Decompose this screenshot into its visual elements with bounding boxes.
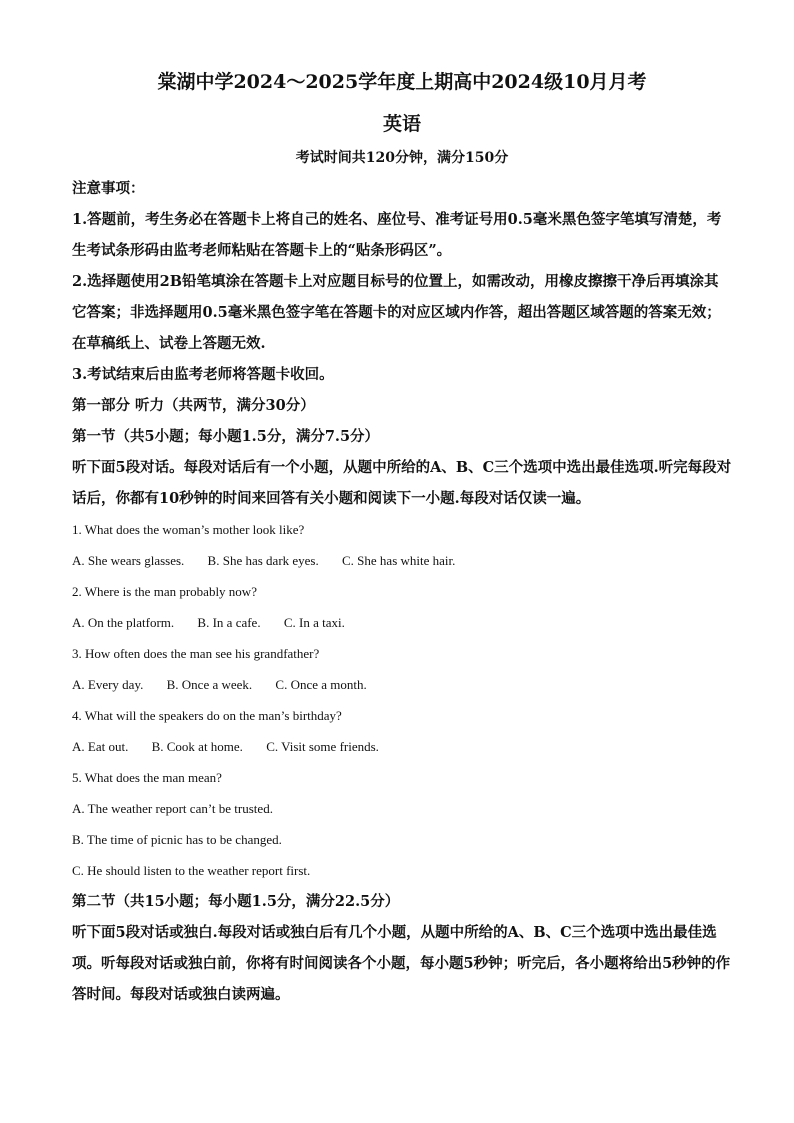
question-5-option-b: B. The time of picnic has to be changed. bbox=[72, 832, 282, 847]
question-3-option-c: C. Once a month. bbox=[275, 677, 367, 692]
question-1-options bbox=[72, 545, 732, 576]
question-3-option-a: A. Every day. bbox=[72, 677, 144, 692]
section1-instructions: 听下面5段对话。每段对话后有一个小题，从题中所给的A、B、C三个选项中选出最佳选项.听完每段对话后，你都有10秒钟的时间来回答有关小题和阅读下一小题.每段对话仅读一遍。 bbox=[72, 459, 732, 507]
question-5-stem: 5. What does the man mean? bbox=[72, 770, 222, 785]
question-3-stem: 3. How often does the man see his grandfather? bbox=[72, 646, 320, 661]
question-1-option-b: B. She has dark eyes. bbox=[207, 553, 319, 568]
section2-heading: 第二节（共15小题；每小题1.5分，满分22.5分） bbox=[72, 893, 400, 910]
question-1-option-a: A. She wears glasses. bbox=[72, 553, 185, 568]
exam-page bbox=[72, 68, 732, 1010]
note-item-1: 1.答题前，考生务必在答题卡上将自己的姓名、座位号、准考证号用0.5毫米黑色签字笔填写清楚，考生考试条形码由监考老师粘贴在答题卡上的“贴条形码区”。 bbox=[72, 211, 722, 259]
notes-heading: 注意事项： bbox=[72, 180, 145, 197]
question-2-stem: 2. Where is the man probably now? bbox=[72, 584, 257, 599]
section2-instructions: 听下面5段对话或独白.每段对话或独白后有几个小题，从题中所给的A、B、C三个选项中选出最佳选项。听每段对话或独白前，你将有时间阅读各个小题，每小题5秒钟；听完后，各小题将给出5秒钟的作答时间。每段对话或独白读两遍。 bbox=[72, 924, 731, 1003]
question-4-option-a: A. Eat out. bbox=[72, 739, 129, 754]
exam-title: 棠湖中学2024～2025学年度上期高中2024级10月月考 bbox=[157, 71, 647, 93]
question-1-stem: 1. What does the woman’s mother look like? bbox=[72, 522, 305, 537]
question-2-options bbox=[72, 607, 732, 638]
question-4-stem: 4. What will the speakers do on the man’s birthday? bbox=[72, 708, 342, 723]
exam-subject: 英语 bbox=[382, 113, 421, 135]
question-4-options bbox=[72, 731, 732, 762]
part1-heading: 第一部分 听力（共两节，满分30分） bbox=[72, 397, 315, 414]
question-2-option-b: B. In a cafe. bbox=[197, 615, 261, 630]
question-2-option-c: C. In a taxi. bbox=[283, 615, 345, 630]
question-3-options bbox=[72, 669, 732, 700]
question-4-option-c: C. Visit some friends. bbox=[266, 739, 379, 754]
question-5-option-c: C. He should listen to the weather report first. bbox=[72, 863, 311, 878]
question-3-option-b: B. Once a week. bbox=[166, 677, 253, 692]
question-2-option-a: A. On the platform. bbox=[72, 615, 175, 630]
exam-info: 考试时间共120分钟，满分150分 bbox=[295, 150, 509, 166]
question-1-option-c: C. She has white hair. bbox=[342, 553, 456, 568]
note-item-2: 2.选择题使用2B铅笔填涂在答题卡上对应题目标号的位置上，如需改动，用橡皮擦擦干净后再填涂其它答案；非选择题用0.5毫米黑色签字笔在答题卡的对应区域内作答，超出答题区域答题的答案无效；在草稿纸上、试卷上答题无效. bbox=[72, 273, 721, 352]
section1-heading: 第一节（共5小题；每小题1.5分，满分7.5分） bbox=[72, 428, 380, 445]
question-4-option-b: B. Cook at home. bbox=[151, 739, 243, 754]
question-5-option-a: A. The weather report can’t be trusted. bbox=[72, 801, 273, 816]
note-item-3: 3.考试结束后由监考老师将答题卡收回。 bbox=[72, 366, 334, 383]
